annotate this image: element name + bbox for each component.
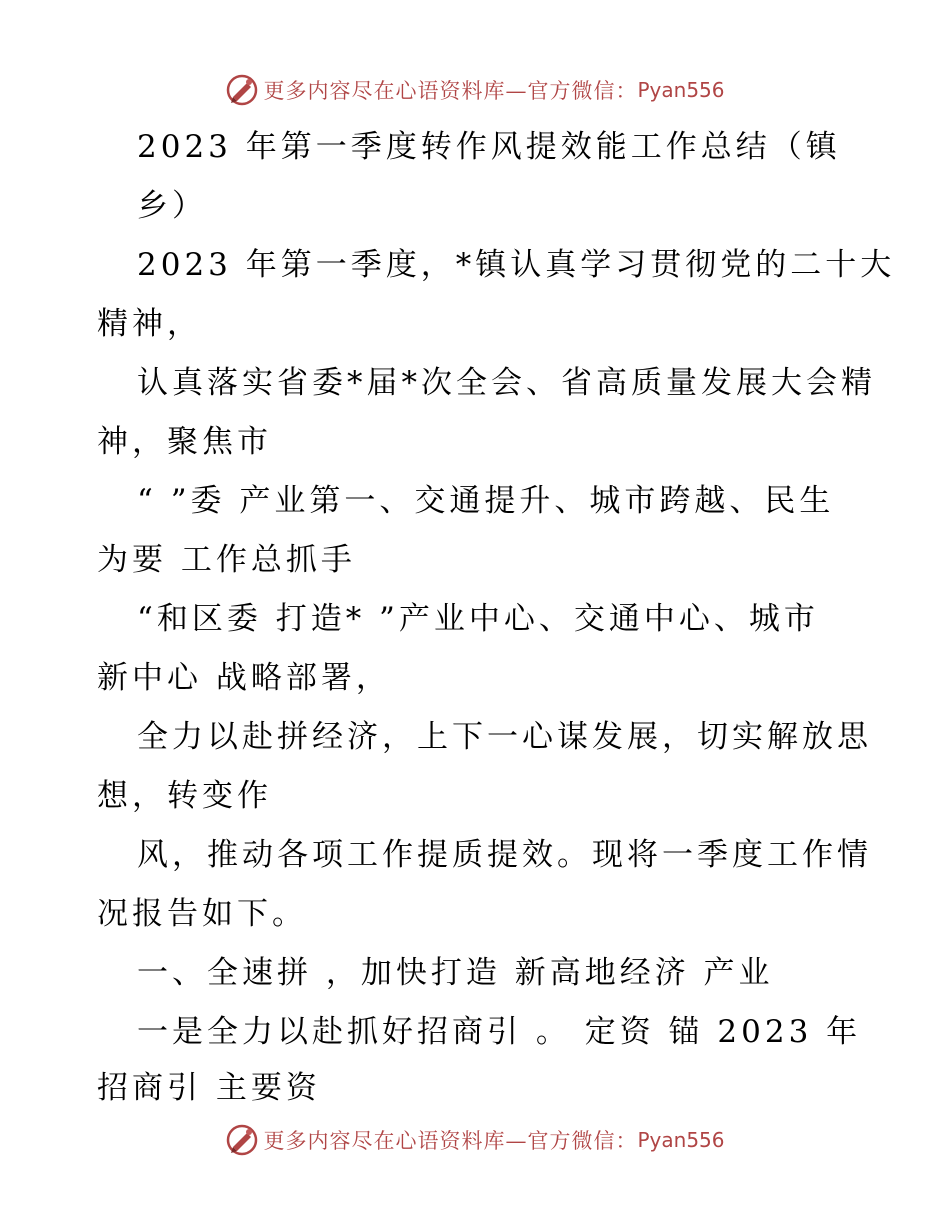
pen-logo-icon [225, 1123, 259, 1157]
paragraph-line: 全力以赴拼经济，上下一心谋发展，切实解放思 [137, 719, 872, 755]
watermark-text: 更多内容尽在心语资料库—官方微信： [263, 1129, 638, 1153]
paragraph-line: 一是全力以赴抓好招商引 。 定资 锚 2023 年 [137, 1014, 862, 1050]
title-line-1: 2023 年第一季度转作风提效能工作总结（镇 [137, 129, 841, 165]
footer-watermark [0, 1120, 950, 1160]
title-line-2: 乡） [137, 188, 207, 224]
watermark-wechat-id: Pyan556 [637, 78, 725, 102]
paragraph-line: 想，转变作 [97, 778, 272, 814]
paragraph-line: “和区委 打造* ”产业中心、交通中心、城市 [137, 601, 819, 637]
paragraph-line: “ ”委 产业第一、交通提升、城市跨越、民生 [137, 483, 835, 519]
paragraph-line: 2023 年第一季度，*镇认真学习贯彻党的二十大 [137, 247, 896, 283]
watermark-text: 更多内容尽在心语资料库—官方微信： [263, 79, 638, 103]
paragraph-line: 认真落实省委*届*次全会、省高质量发展大会精 [137, 365, 876, 401]
paragraph-line: 为要 工作总抓手 [97, 542, 356, 578]
paragraph-line: 精神， [97, 306, 202, 342]
paragraph-line: 况报告如下。 [97, 896, 307, 932]
watermark-wechat-id: Pyan556 [637, 1128, 725, 1152]
paragraph-line: 招商引 主要资 [97, 1070, 321, 1106]
paragraph-line: 新中心 战略部署， [97, 660, 391, 696]
section-heading: 一、全速拼 ，加快打造 新高地经济 产业 [137, 955, 774, 991]
paragraph-line: 风，推动各项工作提质提效。现将一季度工作情 [137, 837, 872, 873]
paragraph-line: 神，聚焦市 [97, 424, 272, 460]
